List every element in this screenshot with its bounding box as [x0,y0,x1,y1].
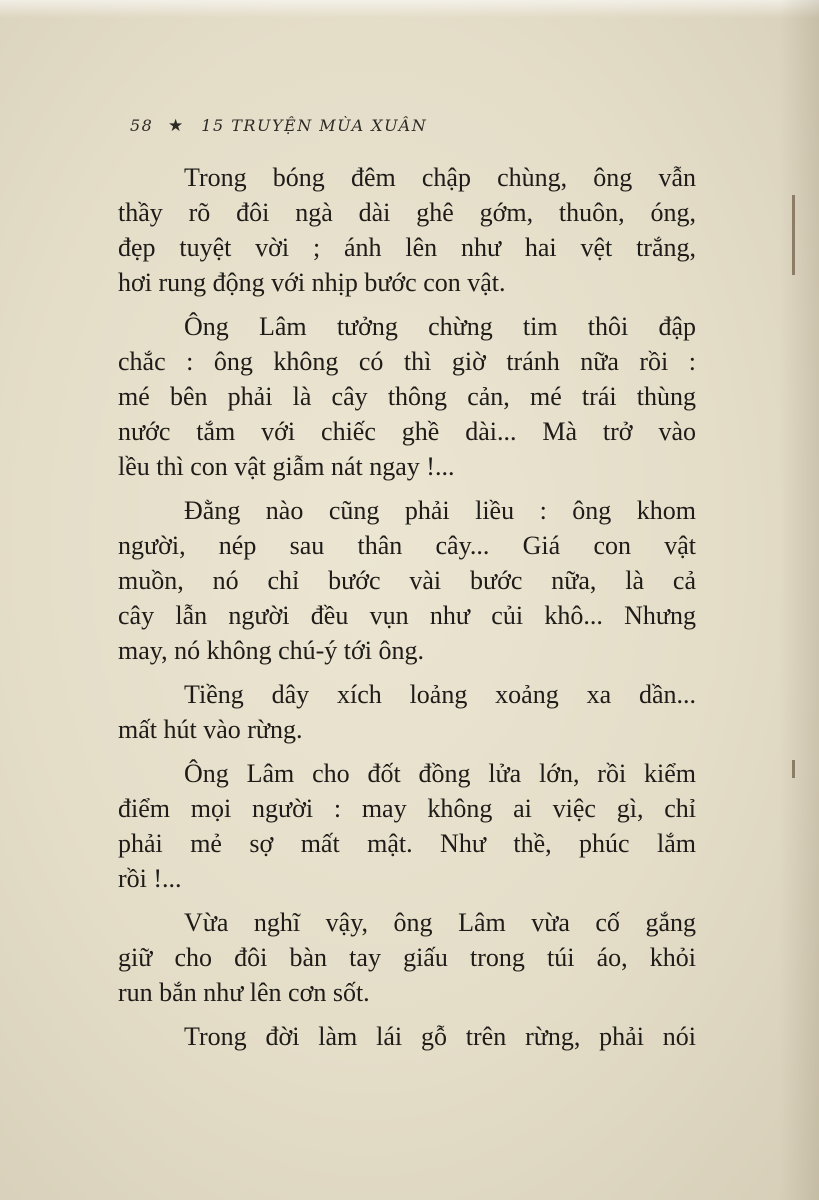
text-line: may, nó không chú-ý tới ông. [118,636,424,665]
page-tear-mark [778,195,795,275]
text-line: Tiềng dây xích loảng xoảng xa dần... [184,680,696,709]
paragraph [118,756,696,896]
paragraph [118,160,696,300]
text-line: Vừa nghĩ vậy, ông Lâm vừa cố gắng [184,908,696,937]
text-line: muồn, nó chỉ bước vài bước nữa, là cả [118,566,696,595]
page-top-highlight [0,0,819,18]
paragraph [118,677,696,747]
text-line: mé bên phải là cây thông cản, mé trái thùng [118,382,696,411]
text-line: Trong đời làm lái gỗ trên rừng, phải nói [184,1022,696,1051]
text-line: lều thì con vật giẫm nát ngay !... [118,452,455,481]
text-line: Ông Lâm tưởng chừng tim thôi đập [184,312,696,341]
paragraph [118,493,696,668]
text-line: mất hút vào rừng. [118,715,303,744]
book-title: 15 TRUYỆN MÙA XUÂN [201,116,428,135]
page-edge-shadow [779,0,819,1200]
text-line: hơi rung động với nhịp bước con vật. [118,268,506,297]
text-line: cây lẫn người đều vụn như củi khô... Nhưng [118,601,696,630]
running-header [130,116,427,136]
paragraph [118,905,696,1010]
text-line: phải mẻ sợ mất mật. Như thề, phúc lắm [118,829,696,858]
text-line: Đằng nào cũng phải liều : ông khom [184,496,696,525]
text-line: nước tắm với chiếc ghề dài... Mà trở vào [118,417,696,446]
page-number: 58 [130,116,154,135]
text-line: điểm mọi người : may không ai việc gì, chỉ [118,794,696,823]
text-line: Trong bóng đêm chập chùng, ông vẫn [184,163,696,192]
text-line: người, nép sau thân cây... Giá con vật [118,531,696,560]
text-line: run bắn như lên cơn sốt. [118,978,370,1007]
text-line: giữ cho đôi bàn tay giấu trong túi áo, khỏi [118,943,696,972]
text-line: chắc : ông không có thì giờ tránh nữa rồi : [118,347,696,376]
paragraph [118,309,696,484]
paragraph [118,1019,696,1054]
text-line: thầy rõ đôi ngà dài ghê gớm, thuôn, óng, [118,198,696,227]
text-line: đẹp tuyệt vời ; ánh lên như hai vệt trắng, [118,233,696,262]
page-tear-mark [778,760,795,778]
star-ornament: ★ [167,116,185,136]
body-text [118,160,696,1063]
text-line: rồi !... [118,864,182,893]
text-line: Ông Lâm cho đốt đồng lửa lớn, rồi kiểm [184,759,696,788]
